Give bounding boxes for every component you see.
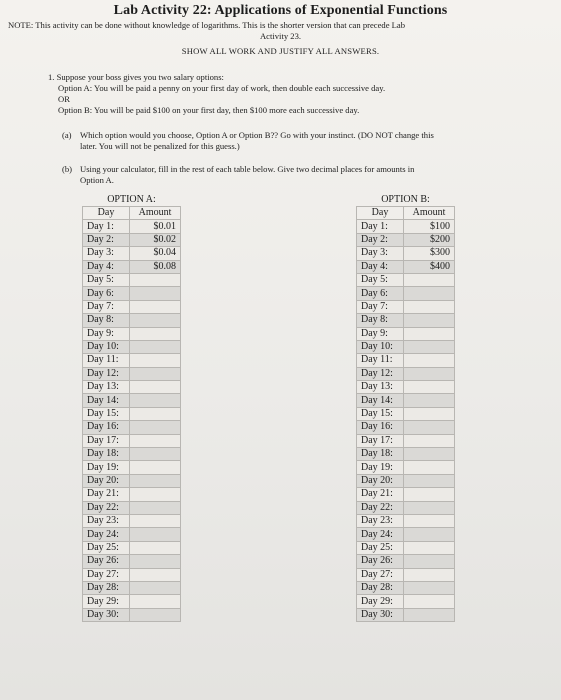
option-a-day-cell: Day 18: — [83, 448, 130, 461]
table-row — [83, 220, 181, 233]
part-b — [62, 164, 547, 186]
option-b-amount-cell[interactable] — [404, 528, 455, 541]
option-a-day-cell: Day 19: — [83, 461, 130, 474]
table-row — [357, 340, 455, 353]
table-row — [83, 340, 181, 353]
option-b-day-cell: Day 6: — [357, 287, 404, 300]
question-1 — [48, 72, 538, 116]
option-a-amount-cell[interactable]: $0.01 — [130, 220, 181, 233]
table-row — [357, 394, 455, 407]
option-a-day-cell: Day 4: — [83, 260, 130, 273]
option-b-day-cell: Day 30: — [357, 608, 404, 621]
table-row — [83, 568, 181, 581]
option-b-amount-cell[interactable] — [404, 287, 455, 300]
table-row — [357, 287, 455, 300]
table-row — [83, 434, 181, 447]
table-row — [83, 273, 181, 286]
table-row — [357, 541, 455, 554]
option-b-day-cell: Day 13: — [357, 381, 404, 394]
or-text: OR — [58, 94, 70, 104]
table-row — [83, 233, 181, 246]
option-b-amount-cell[interactable] — [404, 568, 455, 581]
table-row — [83, 354, 181, 367]
option-b-amount-cell[interactable]: $400 — [404, 260, 455, 273]
table-row — [357, 220, 455, 233]
option-b-day-cell: Day 10: — [357, 340, 404, 353]
option-b-day-cell: Day 18: — [357, 448, 404, 461]
option-a-amount-cell[interactable] — [130, 340, 181, 353]
option-a-day-cell: Day 15: — [83, 407, 130, 420]
part-a-line-2: later. You will not be penalized for this guess.) — [80, 141, 240, 151]
table-row — [357, 501, 455, 514]
option-a-day-cell: Day 25: — [83, 541, 130, 554]
option-a-day-cell: Day 16: — [83, 421, 130, 434]
option-b-amount-cell[interactable] — [404, 488, 455, 501]
part-a-label: (a) — [62, 130, 72, 140]
option-b-day-cell: Day 2: — [357, 233, 404, 246]
table-row — [357, 247, 455, 260]
question-intro-text: Suppose your boss gives you two salary options: — [56, 72, 224, 82]
option-a-caption: OPTION A: — [107, 194, 156, 205]
option-b-header-day: Day — [357, 207, 404, 220]
table-row — [83, 327, 181, 340]
option-b-day-cell: Day 17: — [357, 434, 404, 447]
table-row — [357, 448, 455, 461]
table-row — [357, 595, 455, 608]
option-b-amount-cell[interactable] — [404, 541, 455, 554]
option-a-header-amount: Amount — [130, 207, 181, 220]
option-a-day-cell: Day 29: — [83, 595, 130, 608]
table-row — [357, 327, 455, 340]
table-row — [83, 595, 181, 608]
table-row — [357, 608, 455, 621]
option-a-day-cell: Day 8: — [83, 314, 130, 327]
option-a-day-cell: Day 27: — [83, 568, 130, 581]
option-b-amount-cell[interactable] — [404, 474, 455, 487]
option-a-day-cell: Day 5: — [83, 273, 130, 286]
option-a-day-cell: Day 7: — [83, 300, 130, 313]
table-row — [83, 474, 181, 487]
option-a-day-cell: Day 10: — [83, 340, 130, 353]
option-a-day-cell: Day 26: — [83, 555, 130, 568]
table-row — [83, 287, 181, 300]
option-a-amount-cell[interactable] — [130, 273, 181, 286]
option-b-amount-cell[interactable] — [404, 555, 455, 568]
table-row — [83, 314, 181, 327]
part-b-line-2: Option A. — [80, 175, 114, 185]
option-a-amount-cell[interactable] — [130, 354, 181, 367]
option-a-amount-cell[interactable] — [130, 461, 181, 474]
option-a-day-cell: Day 12: — [83, 367, 130, 380]
table-row — [83, 260, 181, 273]
option-b-day-cell: Day 4: — [357, 260, 404, 273]
option-b-day-cell: Day 3: — [357, 247, 404, 260]
option-a-day-cell: Day 30: — [83, 608, 130, 621]
option-b-text: Option B: You will be paid $100 on your first day, then $100 more each successive day. — [58, 105, 360, 115]
option-b-table — [356, 206, 455, 622]
table-row — [83, 555, 181, 568]
option-a-amount-cell[interactable] — [130, 595, 181, 608]
option-b-amount-cell[interactable] — [404, 407, 455, 420]
option-a-amount-cell[interactable] — [130, 407, 181, 420]
option-b-day-cell: Day 8: — [357, 314, 404, 327]
option-a-amount-cell[interactable] — [130, 314, 181, 327]
option-a-amount-cell[interactable] — [130, 327, 181, 340]
table-row — [83, 528, 181, 541]
option-b-day-cell: Day 5: — [357, 273, 404, 286]
table-row — [357, 354, 455, 367]
table-row — [83, 367, 181, 380]
part-a — [62, 130, 547, 152]
note-line-1: NOTE: This activity can be done without knowledge of logarithms. This is the shorter version that can precede Lab — [8, 20, 406, 30]
option-b-day-cell: Day 20: — [357, 474, 404, 487]
option-b-amount-cell[interactable] — [404, 581, 455, 594]
option-b-day-cell: Day 9: — [357, 327, 404, 340]
table-row — [357, 461, 455, 474]
option-b-caption: OPTION B: — [381, 194, 430, 205]
option-b-day-cell: Day 19: — [357, 461, 404, 474]
table-row — [83, 421, 181, 434]
option-a-amount-cell[interactable] — [130, 421, 181, 434]
option-b-day-cell: Day 14: — [357, 394, 404, 407]
option-a-amount-cell[interactable] — [130, 541, 181, 554]
option-b-amount-cell[interactable] — [404, 434, 455, 447]
option-b-amount-cell[interactable] — [404, 501, 455, 514]
option-b-amount-cell[interactable] — [404, 273, 455, 286]
table-row — [83, 407, 181, 420]
option-b-amount-cell[interactable] — [404, 367, 455, 380]
option-b-amount-cell[interactable] — [404, 514, 455, 527]
option-a-day-cell: Day 21: — [83, 488, 130, 501]
option-a-amount-cell[interactable] — [130, 300, 181, 313]
table-row — [83, 381, 181, 394]
option-a-day-cell: Day 3: — [83, 247, 130, 260]
option-b-amount-cell[interactable]: $300 — [404, 247, 455, 260]
table-row — [357, 555, 455, 568]
table-row — [83, 394, 181, 407]
part-a-line-1: Which option would you choose, Option A or Option B?? Go with your instinct. (DO NOT change this — [80, 130, 434, 140]
table-row — [357, 474, 455, 487]
option-a-amount-cell[interactable] — [130, 448, 181, 461]
table-row — [357, 381, 455, 394]
table-row — [357, 407, 455, 420]
table-row — [357, 300, 455, 313]
option-a-header-day: Day — [83, 207, 130, 220]
option-a-amount-cell[interactable] — [130, 287, 181, 300]
option-a-day-cell: Day 20: — [83, 474, 130, 487]
question-1-intro — [48, 72, 538, 83]
option-b-amount-cell[interactable]: $200 — [404, 233, 455, 246]
table-row — [357, 233, 455, 246]
option-a-day-cell: Day 2: — [83, 233, 130, 246]
note-text — [8, 20, 553, 42]
option-a-amount-cell[interactable]: $0.08 — [130, 260, 181, 273]
option-a-amount-cell[interactable] — [130, 514, 181, 527]
option-a-amount-cell[interactable]: $0.04 — [130, 247, 181, 260]
question-number: 1. — [48, 72, 55, 82]
option-a-amount-cell[interactable] — [130, 488, 181, 501]
table-row — [357, 434, 455, 447]
note-line-2: Activity 23. — [259, 31, 302, 41]
table-row — [83, 488, 181, 501]
option-a-amount-cell[interactable] — [130, 367, 181, 380]
option-a-day-cell: Day 14: — [83, 394, 130, 407]
option-a-day-cell: Day 22: — [83, 501, 130, 514]
table-row — [357, 528, 455, 541]
option-b-day-cell: Day 15: — [357, 407, 404, 420]
option-b-day-cell: Day 16: — [357, 421, 404, 434]
table-row — [83, 501, 181, 514]
option-a-day-cell: Day 28: — [83, 581, 130, 594]
instructions-banner: SHOW ALL WORK AND JUSTIFY ALL ANSWERS. — [181, 46, 380, 56]
option-b-day-cell: Day 26: — [357, 555, 404, 568]
table-row — [357, 367, 455, 380]
option-b-day-cell: Day 12: — [357, 367, 404, 380]
table-row — [357, 581, 455, 594]
option-a-amount-cell[interactable] — [130, 568, 181, 581]
option-b-day-cell: Day 11: — [357, 354, 404, 367]
table-row — [83, 461, 181, 474]
option-b-day-cell: Day 28: — [357, 581, 404, 594]
option-b-day-cell: Day 23: — [357, 514, 404, 527]
option-b-amount-cell[interactable] — [404, 461, 455, 474]
option-a-amount-cell[interactable] — [130, 394, 181, 407]
option-a-day-cell: Day 13: — [83, 381, 130, 394]
table-row — [357, 421, 455, 434]
option-b-day-cell: Day 27: — [357, 568, 404, 581]
option-a-amount-cell[interactable]: $0.02 — [130, 233, 181, 246]
option-b-day-cell: Day 22: — [357, 501, 404, 514]
option-b-amount-cell[interactable]: $100 — [404, 220, 455, 233]
table-row — [357, 260, 455, 273]
option-b-header-amount: Amount — [404, 207, 455, 220]
option-b-day-cell: Day 29: — [357, 595, 404, 608]
option-b-amount-cell[interactable] — [404, 448, 455, 461]
table-row — [357, 273, 455, 286]
option-b-amount-cell[interactable] — [404, 608, 455, 621]
option-a-amount-cell[interactable] — [130, 608, 181, 621]
option-b-day-cell: Day 1: — [357, 220, 404, 233]
option-a-table-block — [82, 194, 181, 622]
option-b-day-cell: Day 7: — [357, 300, 404, 313]
option-a-amount-cell[interactable] — [130, 555, 181, 568]
option-a-day-cell: Day 17: — [83, 434, 130, 447]
table-row — [83, 247, 181, 260]
part-b-label: (b) — [62, 164, 73, 174]
option-a-day-cell: Day 11: — [83, 354, 130, 367]
table-row — [357, 568, 455, 581]
option-a-table — [82, 206, 181, 622]
option-a-amount-cell[interactable] — [130, 381, 181, 394]
option-a-day-cell: Day 6: — [83, 287, 130, 300]
option-a-amount-cell[interactable] — [130, 528, 181, 541]
option-a-amount-cell[interactable] — [130, 501, 181, 514]
option-a-amount-cell[interactable] — [130, 434, 181, 447]
option-b-amount-cell[interactable] — [404, 314, 455, 327]
part-b-line-1: Using your calculator, fill in the rest of each table below. Give two decimal places for amounts in — [80, 164, 415, 174]
option-b-amount-cell[interactable] — [404, 340, 455, 353]
table-row — [357, 488, 455, 501]
option-b-amount-cell[interactable] — [404, 300, 455, 313]
option-b-amount-cell[interactable] — [404, 595, 455, 608]
option-b-day-cell: Day 25: — [357, 541, 404, 554]
table-row — [357, 514, 455, 527]
table-row — [83, 581, 181, 594]
option-a-text: Option A: You will be paid a penny on your first day of work, then double each successive day. — [58, 83, 386, 93]
table-row — [83, 514, 181, 527]
option-a-day-cell: Day 9: — [83, 327, 130, 340]
option-b-table-block — [356, 194, 455, 622]
option-b-amount-cell[interactable] — [404, 421, 455, 434]
option-a-amount-cell[interactable] — [130, 581, 181, 594]
table-row — [83, 541, 181, 554]
option-b-amount-cell[interactable] — [404, 327, 455, 340]
option-b-day-cell: Day 24: — [357, 528, 404, 541]
option-b-amount-cell[interactable] — [404, 394, 455, 407]
table-row — [357, 314, 455, 327]
table-row — [83, 608, 181, 621]
table-row — [83, 300, 181, 313]
page-title: Lab Activity 22: Applications of Exponential Functions — [113, 3, 448, 18]
table-row — [83, 448, 181, 461]
option-a-day-cell: Day 23: — [83, 514, 130, 527]
option-a-day-cell: Day 24: — [83, 528, 130, 541]
option-b-amount-cell[interactable] — [404, 381, 455, 394]
option-b-day-cell: Day 21: — [357, 488, 404, 501]
option-a-amount-cell[interactable] — [130, 474, 181, 487]
option-b-amount-cell[interactable] — [404, 354, 455, 367]
option-a-day-cell: Day 1: — [83, 220, 130, 233]
